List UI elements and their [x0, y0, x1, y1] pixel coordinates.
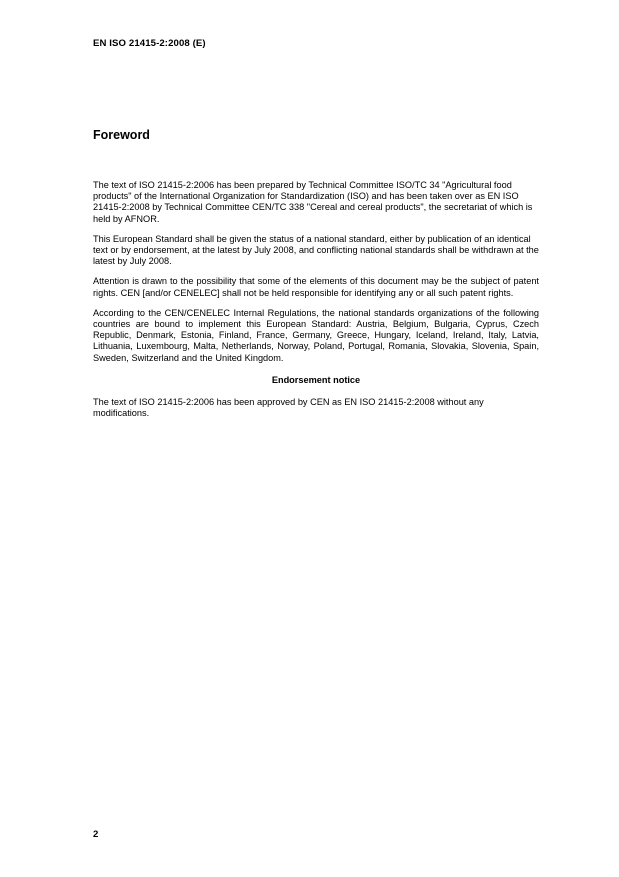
foreword-paragraph-countries: According to the CEN/CENELEC Internal Regulations, the national standards organizations of the following countries are bound to implement this European Standard: Austria, Belgium, Bulgaria, Cyprus, Czech Republic, Denmark, Estonia, Finland, France, Germany, Greece, Hungary, Iceland, Ireland, Italy, Latvia, Lithuania, Luxembourg, Malta, Netherlands, Norway, Poland, Portugal, Romania, Slovakia, Slovenia, Spain, Sweden, Switzerland and the United Kingdom. — [93, 307, 539, 363]
foreword-paragraph-preparation: The text of ISO 21415-2:2006 has been prepared by Technical Committee ISO/TC 34 "Agricultural food products" of the International Organization for Standardization (ISO) and has been taken over as EN ISO 21415-2:2008 by Technical Committee CEN/TC 338 "Cereal and cereal products", the secretariat of which is held by AFNOR. — [93, 180, 533, 224]
foreword-paragraph-status: This European Standard shall be given the status of a national standard, either by publication of an identical text or by endorsement, at the latest by July 2008, and conflicting national standards shall be withdrawn at the latest by July 2008. — [93, 233, 539, 267]
foreword-body — [93, 180, 539, 428]
page-number: 2 — [93, 829, 99, 840]
foreword-title: Foreword — [93, 128, 150, 142]
endorsement-text: The text of ISO 21415-2:2006 has been approved by CEN as EN ISO 21415-2:2008 without any modifications. — [93, 397, 484, 419]
document-id-header: EN ISO 21415-2:2008 (E) — [93, 38, 206, 49]
endorsement-heading: Endorsement notice — [271, 374, 361, 385]
foreword-paragraph-patent: Attention is drawn to the possibility that some of the elements of this document may be the subject of patent rights. CEN [and/or CENELEC] shall not be held responsible for identifying any or all such patent rights. — [93, 276, 539, 298]
